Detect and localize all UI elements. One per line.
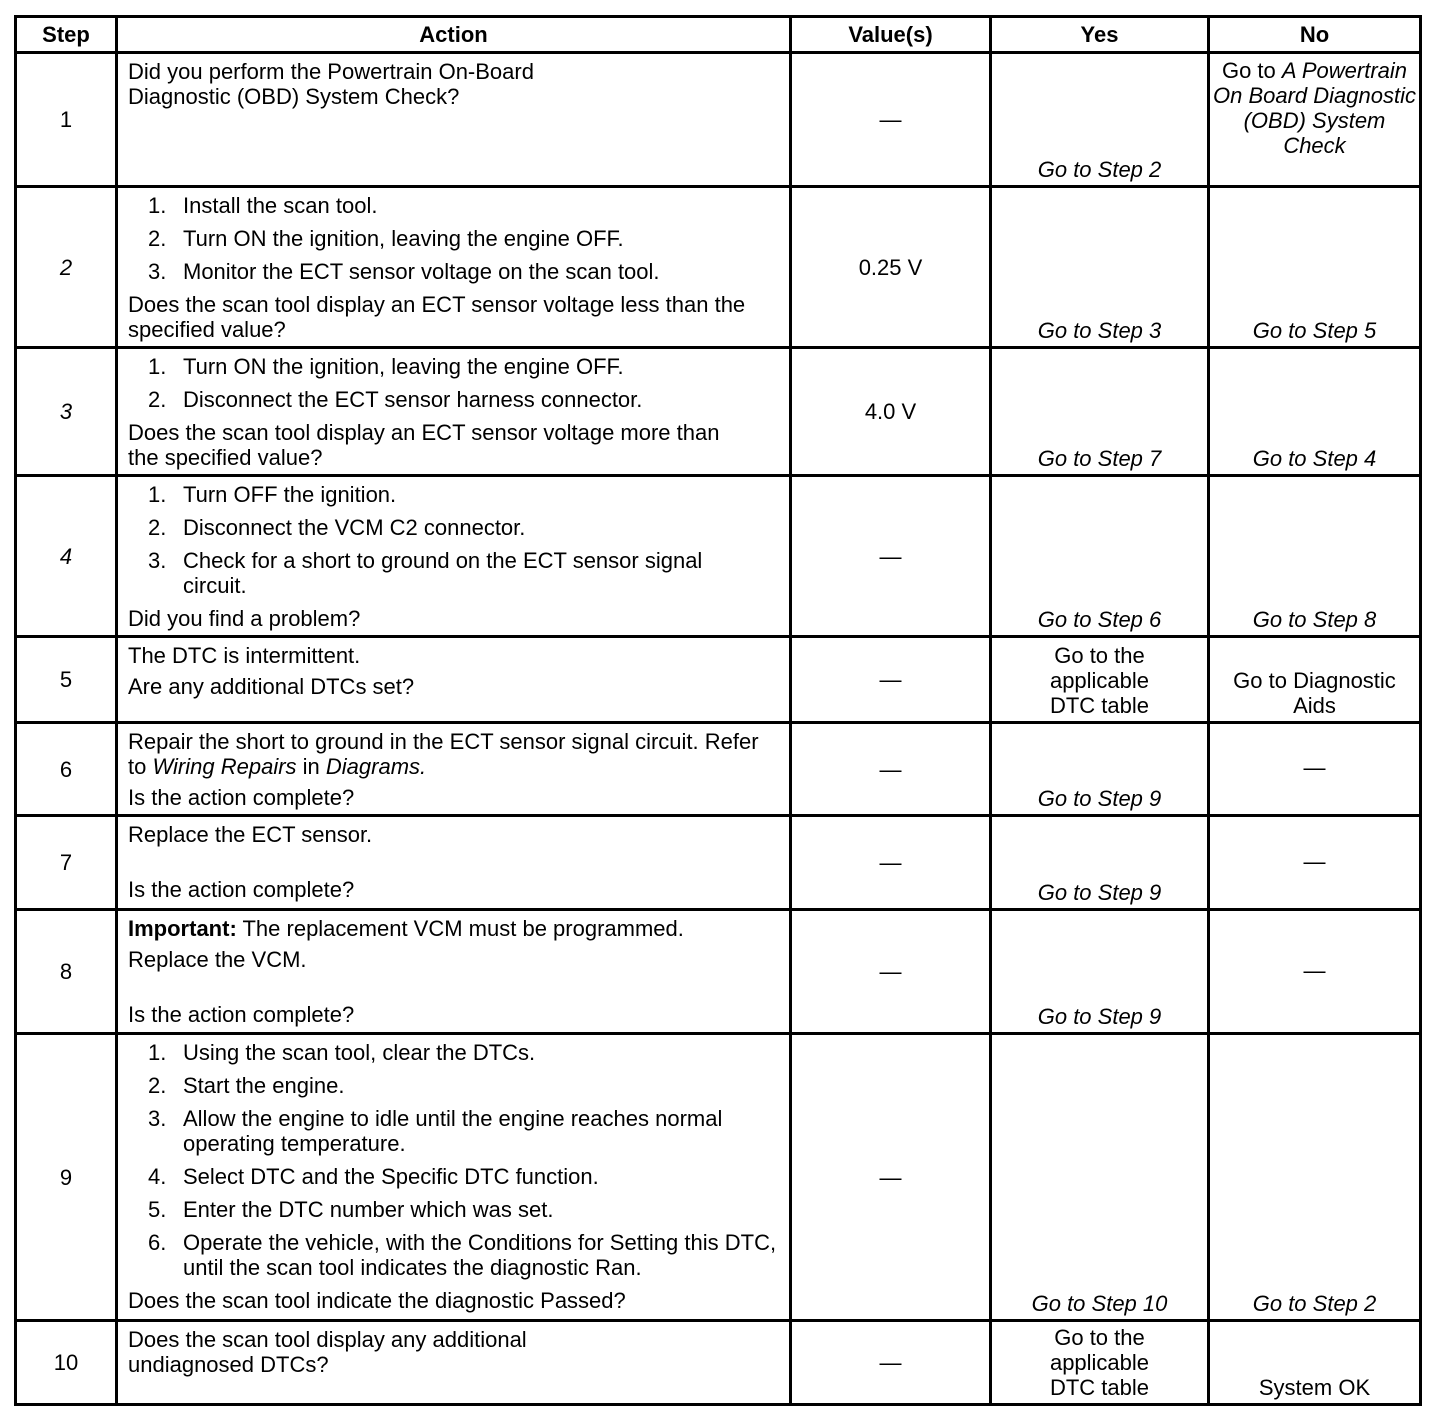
step-number: 8 <box>16 910 117 1034</box>
yes-cell[interactable]: Go to Step 9 <box>991 723 1209 816</box>
no-cell: — <box>1209 816 1421 910</box>
substep: 4. Select DTC and the Specific DTC function. <box>148 1164 599 1189</box>
substep: 3. Monitor the ECT sensor voltage on the scan tool. <box>148 259 660 284</box>
table-row-step-9 <box>16 1034 1421 1321</box>
value-cell: 4.0 V <box>791 348 991 476</box>
question-text: Are any additional DTCs set? <box>128 674 415 699</box>
action-cell <box>117 816 791 910</box>
table-row-step-3 <box>16 348 1421 476</box>
yes-cell[interactable] <box>991 1321 1209 1405</box>
diagrams-link[interactable]: Diagrams. <box>325 754 427 779</box>
question-text: Does the scan tool indicate the diagnostic Passed? <box>128 1288 626 1313</box>
yes-cell[interactable]: Go to Step 9 <box>991 910 1209 1034</box>
no-cell[interactable] <box>1209 53 1421 187</box>
table-row-step-4 <box>16 476 1421 637</box>
substep-list <box>128 1040 779 1280</box>
action-cell <box>117 1321 791 1405</box>
statement-text: Repair the short to ground in the ECT sensor signal circuit. Refer to Wiring Repairs in Diagrams. <box>128 729 759 779</box>
action-text: Does the scan tool display any additional undiagnosed DTCs? <box>128 1327 527 1377</box>
question-text: Did you find a problem? <box>128 606 361 631</box>
yes-text: Go to the applicable DTC table <box>1049 643 1150 718</box>
step-number: 3 <box>16 348 117 476</box>
action-cell <box>117 187 791 348</box>
no-cell[interactable] <box>1209 637 1421 723</box>
statement-text: Replace the ECT sensor. <box>128 822 373 847</box>
header-row <box>16 17 1421 53</box>
table-row-step-1 <box>16 53 1421 187</box>
action-cell <box>117 910 791 1034</box>
step-number: 5 <box>16 637 117 723</box>
step-number: 1 <box>16 53 117 187</box>
action-text: Did you perform the Powertrain On-Board Diagnostic (OBD) System Check? <box>128 59 534 109</box>
table-row-step-2 <box>16 187 1421 348</box>
action-cell <box>117 723 791 816</box>
step-number: 9 <box>16 1034 117 1321</box>
header-no: No <box>1209 17 1421 53</box>
statement-text: The DTC is intermittent. <box>128 643 361 668</box>
yes-text: Go to the applicable DTC table <box>1049 1325 1150 1400</box>
step-number: 10 <box>16 1321 117 1405</box>
diagnostic-table-container <box>14 15 1422 1406</box>
header-yes: Yes <box>991 17 1209 53</box>
substep: 1. Using the scan tool, clear the DTCs. <box>148 1040 536 1065</box>
wiring-repairs-link[interactable]: Wiring Repairs <box>152 754 297 779</box>
value-cell: — <box>791 53 991 187</box>
header-step: Step <box>16 17 117 53</box>
step-number: 4 <box>16 476 117 637</box>
diagnostic-table <box>14 15 1422 1406</box>
yes-cell[interactable]: Go to Step 6 <box>991 476 1209 637</box>
value-cell: — <box>791 637 991 723</box>
action-cell <box>117 53 791 187</box>
no-prefix: Go to <box>1221 58 1282 83</box>
no-cell[interactable]: Go to Step 4 <box>1209 348 1421 476</box>
substep: 3. Check for a short to ground on the ECT sensor signal circuit. <box>148 548 703 598</box>
table-row-step-10 <box>16 1321 1421 1405</box>
step-number: 7 <box>16 816 117 910</box>
question-text: Is the action complete? <box>128 1002 355 1027</box>
yes-cell[interactable]: Go to Step 3 <box>991 187 1209 348</box>
question-text: Is the action complete? <box>128 877 355 902</box>
no-cell: — <box>1209 910 1421 1034</box>
substep: 2. Disconnect the ECT sensor harness connector. <box>148 387 643 412</box>
substep: 6. Operate the vehicle, with the Conditions for Setting this DTC, until the scan tool indicates the diagnostic Ran. <box>148 1230 777 1280</box>
no-cell[interactable]: Go to Step 8 <box>1209 476 1421 637</box>
value-cell: — <box>791 476 991 637</box>
header-action: Action <box>117 17 791 53</box>
table-row-step-6 <box>16 723 1421 816</box>
table-row-step-8 <box>16 910 1421 1034</box>
value-cell: — <box>791 910 991 1034</box>
substep: 2. Disconnect the VCM C2 connector. <box>148 515 526 540</box>
question-text: Does the scan tool display an ECT sensor voltage less than the specified value? <box>128 292 746 342</box>
value-cell: — <box>791 723 991 816</box>
substep: 1. Install the scan tool. <box>148 193 378 218</box>
obd-check-link[interactable]: A Powertrain On Board Diagnostic (OBD) System Check <box>1213 58 1416 158</box>
no-cell[interactable]: Go to Step 5 <box>1209 187 1421 348</box>
substep-list <box>128 482 779 598</box>
step-number: 2 <box>16 187 117 348</box>
important-note: Important: The replacement VCM must be programmed. <box>128 916 684 941</box>
yes-cell[interactable]: Go to Step 2 <box>991 53 1209 187</box>
substep-list <box>128 193 779 284</box>
substep: 1. Turn ON the ignition, leaving the engine OFF. <box>148 354 624 379</box>
question-text: Does the scan tool display an ECT sensor voltage more than the specified value? <box>128 420 720 470</box>
substep: 3. Allow the engine to idle until the engine reaches normal operating temperature. <box>148 1106 723 1156</box>
no-cell: System OK <box>1209 1321 1421 1405</box>
substep: 5. Enter the DTC number which was set. <box>148 1197 554 1222</box>
yes-cell[interactable] <box>991 637 1209 723</box>
no-cell[interactable]: Go to Step 2 <box>1209 1034 1421 1321</box>
yes-cell[interactable]: Go to Step 7 <box>991 348 1209 476</box>
action-cell <box>117 348 791 476</box>
table-row-step-5 <box>16 637 1421 723</box>
header-values: Value(s) <box>791 17 991 53</box>
value-cell: — <box>791 1034 991 1321</box>
question-text: Is the action complete? <box>128 785 355 810</box>
step-number: 6 <box>16 723 117 816</box>
action-cell <box>117 1034 791 1321</box>
substep: 2. Start the engine. <box>148 1073 345 1098</box>
action-cell <box>117 637 791 723</box>
statement-text: Replace the VCM. <box>128 947 307 972</box>
substep-list <box>128 354 779 412</box>
no-cell: — <box>1209 723 1421 816</box>
action-cell <box>117 476 791 637</box>
value-cell: — <box>791 816 991 910</box>
substep: 1. Turn OFF the ignition. <box>148 482 397 507</box>
table-row-step-7 <box>16 816 1421 910</box>
yes-cell[interactable]: Go to Step 9 <box>991 816 1209 910</box>
value-cell: 0.25 V <box>791 187 991 348</box>
value-cell: — <box>791 1321 991 1405</box>
yes-cell[interactable]: Go to Step 10 <box>991 1034 1209 1321</box>
no-text: Go to Diagnostic Aids <box>1233 668 1396 718</box>
substep: 2. Turn ON the ignition, leaving the engine OFF. <box>148 226 624 251</box>
